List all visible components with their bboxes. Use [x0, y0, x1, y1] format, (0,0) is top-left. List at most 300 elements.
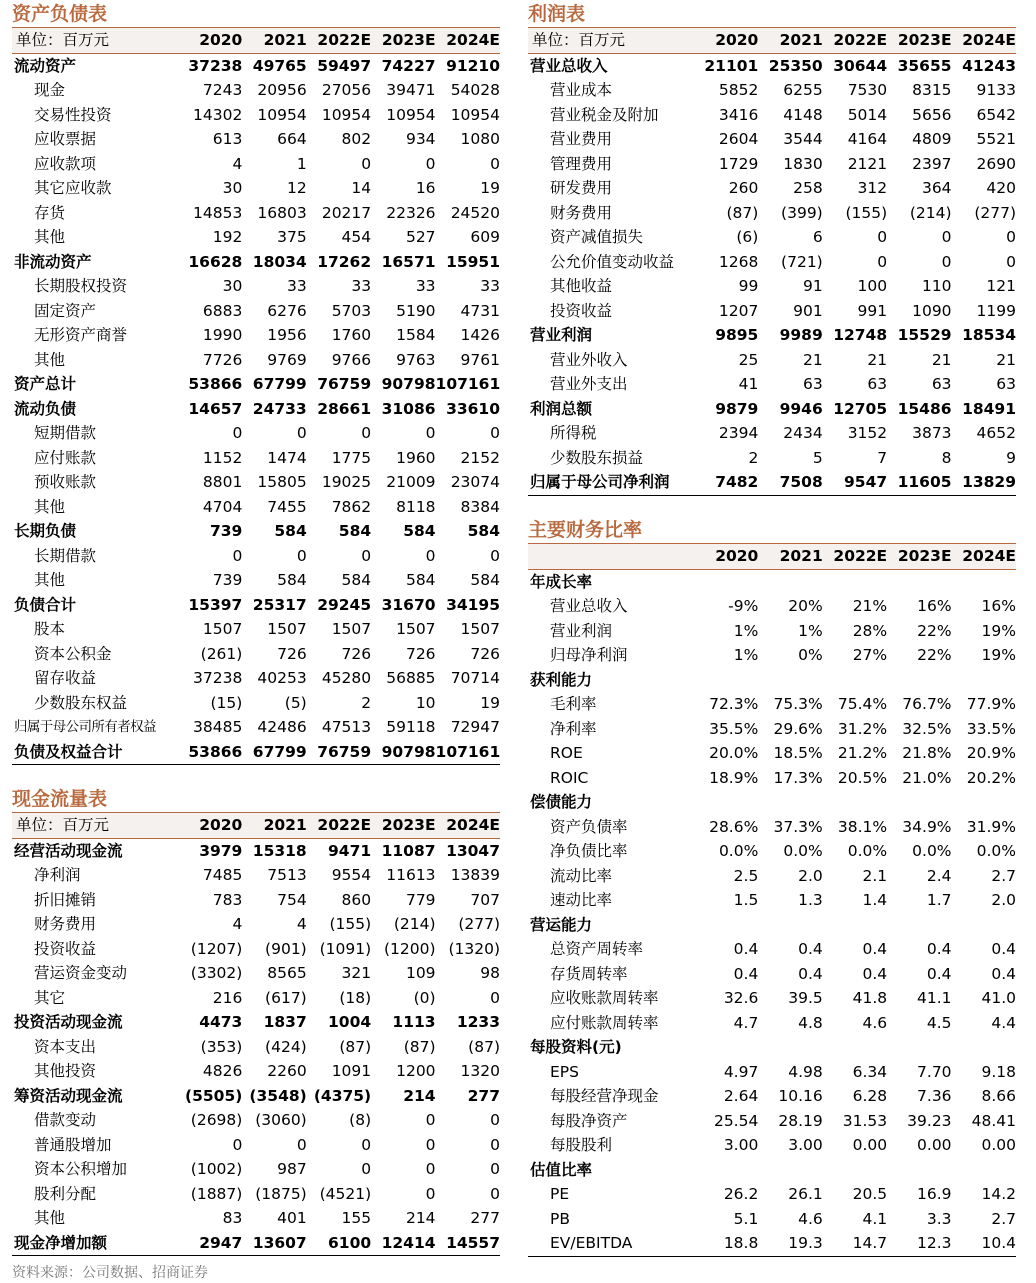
- table-row: [12, 961, 500, 986]
- row-value: 0.00: [917, 1136, 952, 1154]
- row-value: [887, 1035, 951, 1060]
- row-value: 6: [812, 228, 823, 246]
- row-value: 1837: [263, 1013, 307, 1031]
- table-row: [528, 323, 1016, 348]
- table-row: [528, 274, 1016, 299]
- row-value: 6.28: [852, 1087, 888, 1105]
- row-value: 7.70: [917, 1062, 952, 1081]
- table-row: [528, 815, 1016, 840]
- table-row: [528, 937, 1016, 962]
- row-label: ROE: [550, 744, 583, 762]
- row-value: [887, 1158, 951, 1183]
- row-value: 1760: [331, 326, 372, 344]
- table-row: [12, 544, 500, 569]
- table-row: [12, 176, 500, 201]
- row-value: 3152: [847, 424, 888, 442]
- row-value: 0.00: [981, 1136, 1016, 1154]
- row-value: 11613: [386, 866, 436, 884]
- row-value: 11605: [887, 470, 951, 495]
- row-value: 0.4: [991, 940, 1016, 958]
- table-row: [528, 250, 1016, 275]
- row-value: 90798: [381, 375, 436, 393]
- row-value: 192: [212, 228, 243, 246]
- row-value: (4521): [319, 1184, 372, 1203]
- row-label: 年成长率: [530, 572, 593, 591]
- row-label: 营业利润: [550, 621, 613, 640]
- row-value: (87): [403, 1037, 436, 1056]
- row-value: 56885: [386, 669, 436, 687]
- row-value: 0%: [798, 646, 823, 664]
- header-unit-cell: [528, 544, 694, 569]
- row-value: 5.1: [733, 1209, 759, 1228]
- row-value: 2: [748, 448, 759, 467]
- row-value: 31670: [381, 595, 436, 614]
- row-value: 0: [361, 154, 372, 173]
- row-value: 8384: [460, 497, 500, 516]
- row-value: 0: [296, 1135, 307, 1154]
- row-label: 应付账款: [34, 448, 97, 467]
- row-value: 1207: [718, 301, 759, 320]
- table-row: [12, 642, 500, 667]
- row-value: [952, 913, 1016, 938]
- row-value: 1507: [202, 620, 243, 638]
- row-label: 非流动资产: [14, 252, 92, 271]
- row-value: 0.0%: [847, 842, 888, 860]
- row-label: EPS: [550, 1062, 579, 1081]
- row-value: 1%: [733, 646, 759, 664]
- row-label: 长期借款: [34, 546, 97, 565]
- header-year-cell: 2021: [242, 28, 306, 53]
- row-value: 4652: [976, 424, 1016, 442]
- row-value: 0: [877, 252, 888, 271]
- row-value: 1474: [267, 448, 307, 467]
- row-value: 20217: [321, 203, 372, 222]
- row-label: 筹资活动现金流: [14, 1086, 123, 1105]
- row-value: 584: [470, 571, 500, 589]
- table-row: [528, 127, 1016, 152]
- row-label: 负债合计: [14, 595, 77, 614]
- row-value: 15397: [188, 595, 243, 614]
- row-label: 其他: [34, 1209, 66, 1227]
- table-row: [528, 1231, 1016, 1256]
- row-label: 财务费用: [34, 915, 97, 933]
- row-value: (261): [200, 644, 243, 663]
- table-row: [528, 78, 1016, 103]
- table-row: [528, 103, 1016, 128]
- row-value: 4: [296, 915, 307, 933]
- row-value: [952, 790, 1016, 815]
- row-value: 1.5: [733, 891, 759, 909]
- row-value: 7485: [202, 866, 243, 884]
- row-value: 8.66: [981, 1087, 1016, 1105]
- row-value: 19: [480, 693, 500, 712]
- row-value: (155): [329, 915, 372, 933]
- row-value: 14: [351, 179, 372, 197]
- row-value: [887, 569, 951, 594]
- row-value: 30: [222, 277, 243, 295]
- row-value: (5505): [185, 1086, 243, 1105]
- row-label: 股利分配: [34, 1184, 97, 1203]
- row-value: 779: [405, 890, 436, 909]
- row-value: 7530: [847, 81, 888, 99]
- row-value: (214): [909, 203, 952, 222]
- header-year-cell: 2021: [758, 28, 822, 53]
- row-label: 长期负债: [14, 522, 77, 540]
- row-value: 726: [405, 644, 436, 663]
- row-label: 速动比率: [550, 891, 613, 909]
- row-value: 1199: [976, 301, 1016, 320]
- row-value: 1152: [202, 448, 243, 467]
- table-row: [12, 127, 500, 152]
- row-value: (0): [413, 988, 436, 1007]
- row-value: 59497: [317, 56, 372, 75]
- header-year-cell: 2023E: [887, 28, 951, 53]
- row-value: 17262: [317, 252, 372, 271]
- row-value: 4.97: [723, 1062, 759, 1081]
- row-value: 664: [277, 130, 307, 148]
- row-value: [694, 913, 758, 938]
- row-value: 0: [232, 424, 243, 442]
- row-value: 0: [1006, 228, 1016, 246]
- row-value: 1320: [460, 1062, 500, 1080]
- row-value: 2152: [460, 448, 500, 467]
- row-value: 2.7: [991, 1209, 1016, 1228]
- row-value: 3873: [912, 424, 952, 442]
- row-label: 现金: [34, 81, 66, 99]
- row-value: 10.4: [952, 1231, 1016, 1256]
- header-year-cell: 2024E: [436, 28, 500, 53]
- row-label: 投资收益: [34, 939, 97, 958]
- row-value: 739: [212, 571, 243, 589]
- row-value: (3060): [255, 1111, 307, 1129]
- row-value: (87): [339, 1037, 372, 1056]
- row-value: 2.0: [798, 866, 823, 885]
- row-value: 0.4: [862, 940, 888, 958]
- table-header-row: [528, 544, 1016, 569]
- row-value: 155: [341, 1209, 372, 1227]
- row-label: 估值比率: [530, 1160, 593, 1179]
- row-label: 获利能力: [530, 670, 593, 689]
- table-row: [12, 397, 500, 422]
- row-value: 1.7: [926, 891, 952, 909]
- row-value: 91: [803, 277, 823, 295]
- row-value: 21009: [386, 473, 436, 491]
- row-value: (617): [265, 988, 307, 1007]
- row-label: 归属于母公司净利润: [528, 470, 694, 495]
- row-value: 21%: [852, 597, 888, 615]
- row-value: 83: [222, 1209, 243, 1227]
- row-value: 5703: [331, 301, 372, 320]
- row-value: 67799: [242, 740, 306, 765]
- header-year-cell: 2024E: [952, 28, 1016, 53]
- row-value: [887, 790, 951, 815]
- row-value: 38.1%: [837, 817, 888, 836]
- row-value: 20.5%: [837, 768, 888, 787]
- row-value: 901: [793, 301, 823, 320]
- row-value: 107161: [436, 740, 500, 765]
- row-value: 16571: [381, 252, 436, 271]
- row-value: 76759: [307, 740, 371, 765]
- row-value: 76.7%: [902, 695, 952, 713]
- table-row: [12, 1035, 500, 1060]
- row-value: 4.5: [926, 1013, 952, 1032]
- row-value: 401: [277, 1209, 307, 1227]
- row-value: 28661: [317, 399, 372, 418]
- row-label: 营运资金变动: [34, 964, 128, 982]
- row-value: 27056: [321, 81, 372, 99]
- row-value: (18): [339, 988, 372, 1007]
- row-value: 21.8%: [902, 744, 952, 762]
- table-row: [12, 201, 500, 226]
- table-row: [528, 741, 1016, 766]
- row-value: 12748: [833, 326, 888, 344]
- row-value: [823, 913, 887, 938]
- row-value: 0.4: [862, 964, 888, 983]
- row-value: 1584: [396, 326, 436, 344]
- row-value: 0: [361, 424, 372, 442]
- row-value: 25: [738, 350, 759, 369]
- row-value: 109: [405, 964, 436, 982]
- row-value: 258: [793, 179, 823, 197]
- table-row: [528, 1158, 1016, 1183]
- row-value: 41243: [962, 56, 1016, 75]
- header-year-cell: 2023E: [887, 544, 951, 569]
- row-value: 20.0%: [709, 744, 759, 762]
- row-value: 16%: [981, 597, 1016, 615]
- table-row: [528, 594, 1016, 619]
- row-value: 1830: [783, 154, 823, 173]
- row-value: 2947: [178, 1231, 242, 1256]
- row-value: 0: [490, 988, 500, 1007]
- row-value: 28%: [852, 621, 888, 640]
- row-value: 0: [361, 1160, 372, 1178]
- row-label: 长期股权投资: [34, 277, 128, 295]
- row-value: 29.6%: [773, 719, 823, 738]
- table-row: [12, 1010, 500, 1035]
- row-label: 其它: [34, 988, 66, 1007]
- row-value: 9133: [976, 81, 1016, 99]
- row-value: 584: [405, 571, 436, 589]
- row-value: 32.6: [723, 989, 759, 1007]
- row-value: (1091): [319, 939, 372, 958]
- row-value: 48.41: [971, 1111, 1016, 1130]
- row-value: 2.4: [926, 866, 952, 885]
- row-value: 70714: [450, 669, 500, 687]
- row-value: 19: [480, 179, 500, 197]
- row-label: 资产总计: [14, 375, 77, 393]
- row-value: 12: [287, 179, 307, 197]
- row-value: 21: [996, 350, 1016, 369]
- balance-sheet-section: [12, 2, 500, 765]
- header-year-cell: 2020: [178, 813, 242, 838]
- row-value: [758, 1158, 822, 1183]
- income-table: [528, 28, 1016, 496]
- row-value: 37238: [193, 669, 243, 687]
- row-value: 9946: [779, 399, 823, 418]
- row-value: (155): [845, 203, 888, 222]
- header-year-cell: 2020: [694, 28, 758, 53]
- row-value: 22326: [386, 203, 436, 222]
- table-row: [528, 1109, 1016, 1134]
- row-value: 1%: [733, 621, 759, 640]
- row-value: 37.3%: [773, 817, 823, 836]
- row-value: 13607: [242, 1231, 306, 1256]
- table-row: [12, 1231, 500, 1256]
- table-row: [528, 1011, 1016, 1036]
- row-value: 13047: [446, 841, 500, 860]
- row-value: 6.34: [852, 1062, 888, 1081]
- row-label: 营运能力: [530, 915, 593, 934]
- header-year-cell: 2022E: [823, 544, 887, 569]
- row-value: 214: [405, 1209, 436, 1227]
- row-value: 1729: [718, 154, 759, 173]
- row-value: 2690: [976, 154, 1016, 173]
- row-value: 454: [341, 228, 372, 246]
- row-value: 30: [222, 179, 243, 197]
- row-value: 726: [277, 644, 307, 663]
- row-label: 流动负债: [14, 399, 77, 418]
- row-value: 28.19: [778, 1111, 823, 1130]
- row-value: 100: [857, 277, 888, 295]
- row-label: 少数股东权益: [34, 693, 128, 712]
- row-value: 4473: [199, 1013, 243, 1031]
- table-row: [12, 1182, 500, 1207]
- row-value: (1887): [190, 1184, 243, 1203]
- row-value: 37238: [188, 56, 243, 75]
- row-value: (901): [265, 939, 307, 958]
- row-value: 1090: [912, 301, 952, 320]
- row-value: 2604: [718, 130, 759, 148]
- row-value: 216: [212, 988, 243, 1007]
- row-value: [694, 668, 758, 693]
- table-row: [528, 692, 1016, 717]
- row-value: 1233: [456, 1013, 500, 1031]
- table-row: [12, 740, 500, 765]
- row-label: 借款变动: [34, 1111, 97, 1129]
- row-label: 存货周转率: [550, 964, 628, 983]
- row-label: 净负债比率: [550, 842, 628, 860]
- table-row: [12, 666, 500, 691]
- row-value: 4809: [912, 130, 952, 148]
- row-value: 18491: [962, 399, 1016, 418]
- row-value: 375: [277, 228, 307, 246]
- row-value: 49765: [252, 56, 307, 75]
- row-value: 4.7: [733, 1013, 759, 1032]
- row-value: 3544: [783, 130, 823, 148]
- row-value: 3.3: [926, 1209, 952, 1228]
- row-label: 投资收益: [550, 301, 613, 320]
- cashflow-title: 现金流量表: [12, 787, 500, 813]
- row-label: 营业总收入: [530, 56, 608, 75]
- row-value: 0: [490, 1184, 500, 1203]
- row-value: 4.6: [798, 1209, 823, 1228]
- row-value: 10954: [257, 105, 307, 124]
- table-row: [12, 250, 500, 275]
- row-value: 24733: [252, 399, 307, 418]
- row-value: 20.9%: [966, 744, 1016, 762]
- row-label: 股本: [34, 620, 66, 638]
- row-value: 0: [941, 228, 952, 246]
- row-value: 15805: [257, 473, 307, 491]
- row-value: 10954: [450, 105, 500, 124]
- table-row: [12, 1084, 500, 1109]
- row-value: 45280: [321, 669, 372, 687]
- row-value: 2.1: [862, 866, 888, 885]
- row-value: 8801: [202, 473, 243, 491]
- table-row: [528, 790, 1016, 815]
- row-value: 13839: [450, 866, 500, 884]
- row-label: 其他: [34, 571, 66, 589]
- row-value: 0.0%: [783, 842, 823, 860]
- row-value: 4: [232, 915, 243, 933]
- row-value: [823, 1035, 887, 1060]
- row-value: 19.3: [758, 1231, 822, 1256]
- income-title: 利润表: [528, 2, 1016, 28]
- row-value: [887, 668, 951, 693]
- table-header-row: [12, 813, 500, 838]
- table-row: [528, 348, 1016, 373]
- row-value: 584: [403, 522, 436, 540]
- row-value: 15318: [252, 841, 307, 860]
- row-label: 流动资产: [14, 56, 77, 75]
- row-value: 0: [425, 1135, 436, 1154]
- row-value: 72947: [450, 718, 500, 736]
- row-label: 营业成本: [550, 81, 613, 99]
- table-row: [12, 103, 500, 128]
- table-row: [12, 617, 500, 642]
- header-year-cell: 2021: [758, 544, 822, 569]
- row-value: 1.3: [798, 891, 823, 909]
- row-value: (1875): [255, 1184, 307, 1203]
- row-value: 584: [277, 571, 307, 589]
- row-value: 4731: [460, 301, 500, 320]
- row-value: 39.23: [907, 1111, 952, 1130]
- row-value: 4164: [847, 130, 888, 148]
- row-value: [758, 668, 822, 693]
- row-label: 每股净资产: [550, 1111, 628, 1130]
- row-value: 10954: [386, 105, 436, 124]
- row-value: (8): [349, 1111, 372, 1129]
- row-value: 0: [425, 1160, 436, 1178]
- header-year-cell: 2024E: [952, 544, 1016, 569]
- row-value: (214): [393, 915, 436, 933]
- table-row: [528, 397, 1016, 422]
- row-label: 营业外支出: [550, 375, 628, 393]
- row-value: 0.4: [798, 940, 823, 958]
- row-value: 19%: [981, 621, 1016, 640]
- row-value: 30644: [833, 56, 888, 75]
- row-value: 33: [287, 277, 307, 295]
- row-value: 2.7: [991, 866, 1016, 885]
- table-row: [12, 838, 500, 863]
- row-value: (2698): [190, 1111, 243, 1129]
- header-year-cell: 2022E: [307, 813, 371, 838]
- row-value: 41.1: [917, 989, 952, 1007]
- row-value: 0: [490, 424, 500, 442]
- row-value: 39471: [386, 81, 436, 99]
- table-row: [528, 1182, 1016, 1207]
- row-label: 少数股东损益: [550, 448, 644, 467]
- row-value: 0: [425, 546, 436, 565]
- row-value: 7513: [267, 866, 307, 884]
- row-value: 7862: [331, 497, 372, 516]
- row-value: 613: [212, 130, 243, 148]
- header-year-cell: 2020: [178, 28, 242, 53]
- row-value: 0.4: [733, 964, 759, 983]
- row-value: 1.4: [862, 891, 888, 909]
- row-value: 75.3%: [773, 695, 823, 713]
- row-value: 4.6: [862, 1013, 888, 1032]
